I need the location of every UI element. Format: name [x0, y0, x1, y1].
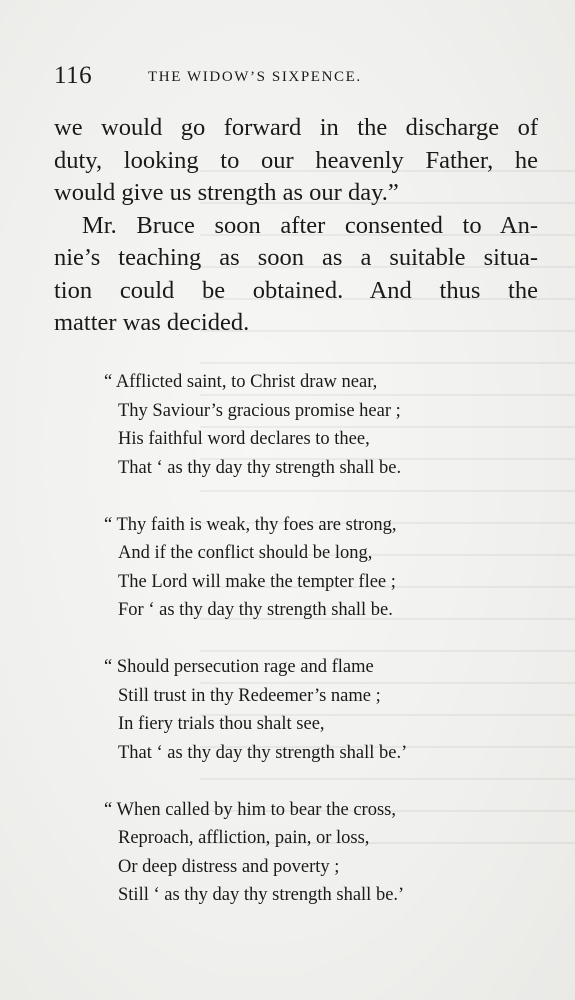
page-number: 116: [54, 62, 93, 89]
running-head: [54, 62, 554, 92]
poem-line: Still trust in thy Redeemer’s name ;: [118, 685, 381, 706]
prose-line: nie’s teaching as soon as a suitable situa-: [54, 244, 538, 271]
poem-line: That ‘ as thy day thy strength shall be.’: [118, 742, 408, 763]
poem-line: And if the conflict should be long,: [118, 543, 373, 563]
poem-line: In fiery trials thou shalt see,: [118, 714, 325, 734]
prose-line: duty, looking to our heavenly Father, he: [54, 146, 538, 174]
poem-line: That ‘ as thy day thy strength shall be.: [118, 457, 402, 478]
prose-paragraphs: [54, 112, 538, 340]
poem-line: For ‘ as thy day thy strength shall be.: [118, 600, 393, 620]
prose-line: tion could be obtained. And thus the: [54, 276, 538, 304]
prose-line: we would go forward in the discharge of: [54, 114, 538, 141]
poem-line: “ When called by him to bear the cross,: [104, 799, 396, 820]
prose-line: would give us strength as our day.”: [54, 179, 399, 206]
hymn-poem: [104, 368, 544, 938]
poem-stanza: [104, 653, 544, 767]
poem-line: Or deep distress and poverty ;: [118, 856, 340, 877]
poem-line: Still ‘ as thy day thy strength shall be.’: [118, 885, 405, 905]
poem-line: “ Thy faith is weak, thy foes are strong,: [104, 514, 397, 535]
poem-stanza: [104, 511, 544, 625]
poem-stanza: [104, 796, 544, 910]
poem-line: Reproach, affliction, pain, or loss,: [118, 828, 370, 848]
poem-line: “ Should persecution rage and flame: [104, 657, 374, 677]
poem-stanza: [104, 368, 544, 482]
poem-line: His faithful word declares to thee,: [118, 429, 370, 449]
poem-line: “ Afflicted saint, to Christ draw near,: [104, 372, 378, 392]
running-title: THE WIDOW’S SIXPENCE.: [148, 69, 362, 85]
prose-line: Mr. Bruce soon after consented to An-: [82, 211, 538, 239]
poem-line: Thy Saviour’s gracious promise hear ;: [118, 400, 401, 421]
poem-line: The Lord will make the tempter flee ;: [118, 571, 396, 592]
prose-line: matter was decided.: [54, 309, 250, 336]
